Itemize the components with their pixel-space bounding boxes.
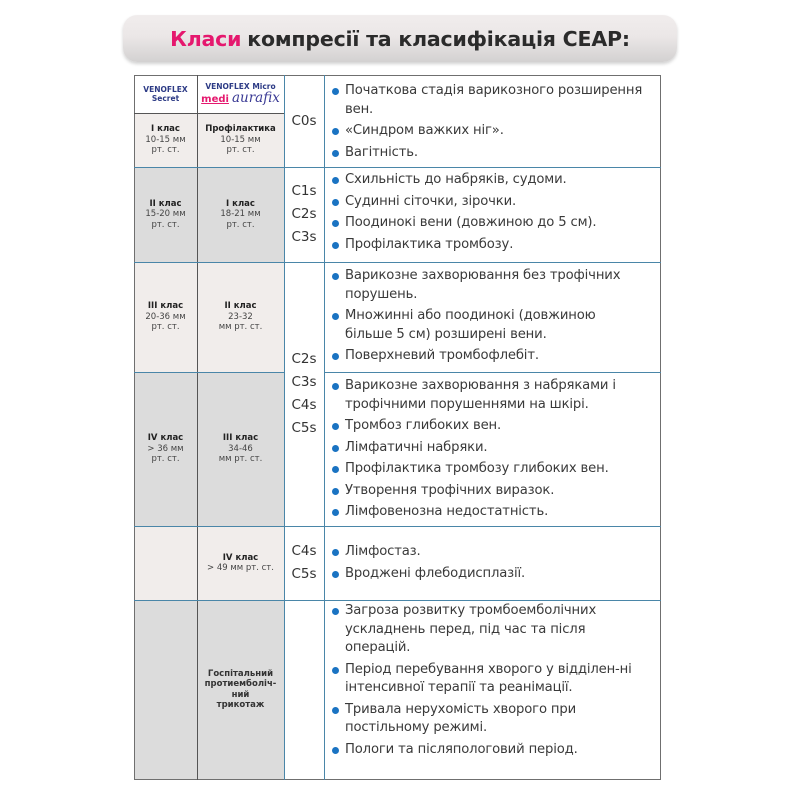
indication-item: Профілактика тромбозу глибоких вен.: [345, 460, 656, 479]
indications-group3: [324, 267, 644, 369]
ceap-code: C0s: [291, 112, 317, 129]
indication-item: Профілактика тромбозу.: [345, 236, 656, 255]
row4-col2: [197, 372, 284, 526]
indication-item: Лімфатичні набряки.: [345, 439, 656, 458]
ceap-code: C1s: [291, 183, 317, 199]
ceap-code: C4s: [291, 397, 317, 413]
hospital-line: Госпітальний: [207, 668, 274, 679]
divider: [324, 372, 661, 373]
class-pressure: 34-46: [228, 443, 253, 454]
indication-item: Пологи та післяпологовий період.: [345, 741, 640, 760]
ceap-code: C2s: [291, 206, 317, 222]
ceap-codes-group3: [284, 262, 324, 526]
class-unit: рт. ст.: [226, 145, 255, 156]
ceap-code: C5s: [291, 566, 317, 582]
indication-item: Вроджені флебодисплазії.: [345, 565, 656, 584]
brand-medi-aurafix: [201, 91, 280, 107]
ceap-code: C2s: [291, 351, 317, 367]
class-title: IV клас: [222, 552, 259, 563]
row2-col1: [134, 167, 197, 262]
row2-col2: [197, 167, 284, 262]
indications-group4: [324, 377, 660, 525]
hospital-line: протиемболіч-: [204, 679, 277, 689]
row1-col1: [134, 113, 197, 167]
indication-item: Лімфовенозна недостатність.: [345, 503, 656, 522]
class-unit: мм рт. ст.: [218, 454, 263, 465]
row6-col2: [197, 600, 284, 779]
ceap-codes-empty: [284, 600, 324, 779]
ceap-code: C5s: [291, 420, 317, 436]
hospital-line: ний: [231, 689, 250, 700]
divider: [134, 113, 284, 114]
class-pressure: > 49 мм рт. ст.: [207, 563, 274, 573]
indication-item: Вагітність.: [345, 144, 656, 163]
ceap-codes-group2: [284, 167, 324, 262]
header-venoflex-secret: [134, 75, 197, 113]
class-title: III клас: [222, 433, 259, 444]
row5-col2: [197, 526, 284, 600]
ceap-codes-group4: [284, 526, 324, 600]
indication-item: Поодинокі вени (довжиною до 5 см).: [345, 214, 656, 233]
class-title: II клас: [224, 301, 257, 312]
indication-item: Множинні або поодинокі (довжиною більше 5 см) розширені вени.: [345, 307, 640, 344]
page-title: [123, 15, 677, 62]
class-pressure: 20-36 мм: [145, 311, 186, 322]
header-venoflex-micro: [197, 75, 284, 113]
indication-item: Судинні сіточки, зірочки.: [345, 193, 656, 212]
row5-col1: [134, 526, 197, 600]
divider: [134, 372, 284, 373]
row4-col1: [134, 372, 197, 526]
divider: [134, 526, 661, 527]
divider: [134, 167, 661, 168]
indication-item: Варикозне захворювання з набряками і трофічними порушеннями на шкірі.: [345, 377, 656, 414]
indications-group1: [324, 82, 660, 165]
divider: [134, 600, 661, 601]
indication-item: Тривала нерухомість хворого при постільному режимі.: [345, 701, 640, 738]
divider: [197, 75, 198, 780]
brand-secret: Secret: [151, 94, 180, 103]
divider: [324, 75, 325, 780]
class-pressure: 23-32: [228, 311, 253, 322]
ceap-code: C3s: [291, 229, 317, 245]
class-title: IV клас: [147, 433, 184, 444]
row3-col2: [197, 262, 284, 372]
indications-group2: [324, 171, 660, 257]
indication-item: Поверхневий тромбофлебіт.: [345, 347, 640, 366]
indication-item: Лімфостаз.: [345, 543, 656, 562]
row6-col1: [134, 600, 197, 779]
class-title: III клас: [147, 301, 184, 312]
class-unit: рт. ст.: [226, 219, 255, 230]
hospital-line: трикотаж: [216, 700, 265, 710]
row1-col2: [197, 113, 284, 167]
class-title: I клас: [226, 198, 255, 209]
indication-item: Варикозне захворювання без трофічних порушень.: [345, 267, 640, 304]
indication-item: Початкова стадія варикозного розширення вен.: [345, 82, 656, 119]
class-title: II клас: [149, 198, 182, 209]
indication-item: «Синдром важких ніг».: [345, 122, 656, 141]
class-unit: мм рт. ст.: [218, 322, 263, 333]
class-title: I клас: [151, 124, 180, 135]
brand-venoflex: VENOFLEX: [143, 85, 188, 94]
class-unit: рт. ст.: [151, 454, 180, 465]
title-text: компресії та класифікація CEAP:: [247, 26, 630, 51]
class-pressure: 18-21 мм: [220, 209, 261, 220]
divider: [134, 262, 661, 263]
class-pressure: > 36 мм: [147, 443, 184, 454]
brand-aurafix-logo: aurafix: [231, 89, 280, 106]
indications-group6: [324, 602, 644, 762]
indication-item: Загроза розвитку тромбоемболічних ускладнень перед, під час та після операцій.: [345, 602, 640, 658]
brand-venoflex-micro: VENOFLEX Micro: [205, 81, 276, 91]
indications-group5: [324, 543, 660, 586]
ceap-code: C4s: [291, 543, 317, 559]
class-title: Профілактика: [205, 124, 276, 135]
class-pressure: 15-20 мм: [145, 209, 186, 220]
class-unit: рт. ст.: [151, 219, 180, 230]
indication-item: Тромбоз глибоких вен.: [345, 417, 656, 436]
row3-col1: [134, 262, 197, 372]
class-unit: рт. ст.: [151, 322, 180, 333]
class-pressure: 10-15 мм: [145, 134, 186, 145]
indication-item: Період перебування хворого у відділен-ні інтенсивної терапії та реанімації.: [345, 661, 640, 698]
indication-item: Утворення трофічних виразок.: [345, 482, 656, 501]
ceap-code: C3s: [291, 374, 317, 390]
divider: [284, 75, 285, 780]
class-unit: рт. ст.: [151, 145, 180, 156]
indication-item: Схильність до набряків, судоми.: [345, 171, 656, 190]
class-pressure: 10-15 мм: [220, 134, 261, 145]
brand-medi-logo: medi: [201, 93, 229, 105]
ceap-codes-group1: [284, 75, 324, 167]
title-accent: Класи: [170, 26, 242, 51]
